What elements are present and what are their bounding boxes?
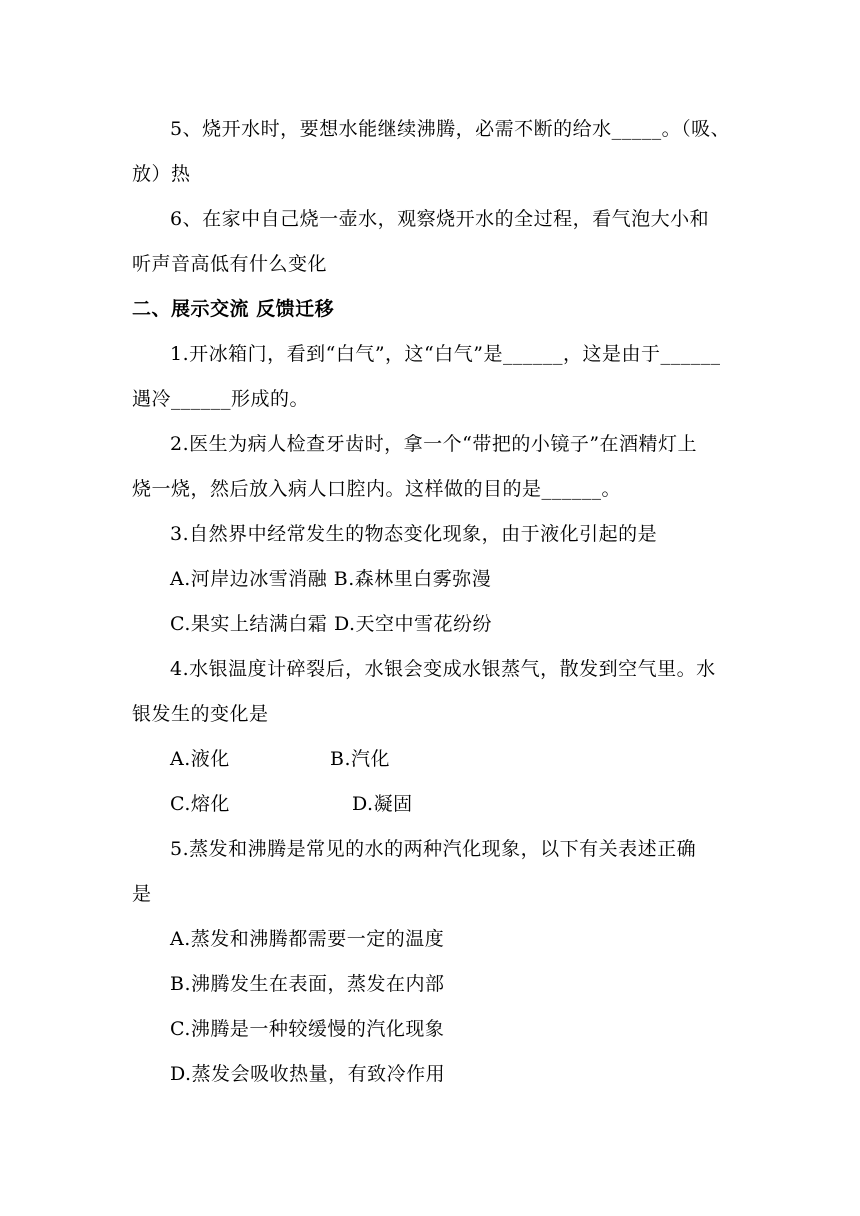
pre-question-5-line-2: 放）热 — [132, 163, 191, 185]
question-1-line-2: 遇冷______形成的。 — [132, 388, 310, 410]
question-4-option-d: D.凝固 — [352, 793, 413, 815]
question-3-stem: 3.自然界中经常发生的物态变化现象，由于液化引起的是 — [170, 523, 658, 545]
question-4-line-2: 银发生的变化是 — [132, 703, 269, 725]
question-4-line-1: 4.水银温度计碎裂后，水银会变成水银蒸气，散发到空气里。水 — [170, 658, 716, 680]
question-4-option-a: A.液化 — [170, 748, 230, 770]
pre-question-6-line-1: 6、在家中自己烧一壶水，观察烧开水的全过程，看气泡大小和 — [170, 208, 710, 230]
question-3-options-ab: A.河岸边冰雪消融 B.森林里白雾弥漫 — [170, 568, 492, 590]
question-1-line-1: 1.开冰箱门，看到“白气”，这“白气”是______，这是由于______ — [170, 343, 721, 365]
question-4-option-c: C.熔化 — [170, 793, 230, 815]
pre-question-5-line-1: 5、烧开水时，要想水能继续沸腾，必需不断的给水_____。（吸、 — [170, 118, 731, 140]
question-5-option-b: B.沸腾发生在表面，蒸发在内部 — [170, 973, 445, 995]
question-5-option-c: C.沸腾是一种较缓慢的汽化现象 — [170, 1018, 445, 1040]
question-5-option-a: A.蒸发和沸腾都需要一定的温度 — [170, 928, 445, 950]
question-5-line-1: 5.蒸发和沸腾是常见的水的两种汽化现象，以下有关表述正确 — [170, 838, 697, 860]
question-5-line-2: 是 — [132, 883, 152, 905]
question-2-line-2: 烧一烧，然后放入病人口腔内。这样做的目的是______。 — [132, 478, 622, 500]
question-5-option-d: D.蒸发会吸收热量，有致冷作用 — [170, 1063, 446, 1085]
section-heading: 二、展示交流 反馈迁移 — [132, 298, 335, 320]
pre-question-6-line-2: 听声音高低有什么变化 — [132, 253, 328, 275]
question-2-line-1: 2.医生为病人检查牙齿时，拿一个“带把的小镜子”在酒精灯上 — [170, 433, 698, 455]
question-4-option-b: B.汽化 — [330, 748, 391, 770]
question-3-options-cd: C.果实上结满白霜 D.天空中雪花纷纷 — [170, 613, 493, 635]
